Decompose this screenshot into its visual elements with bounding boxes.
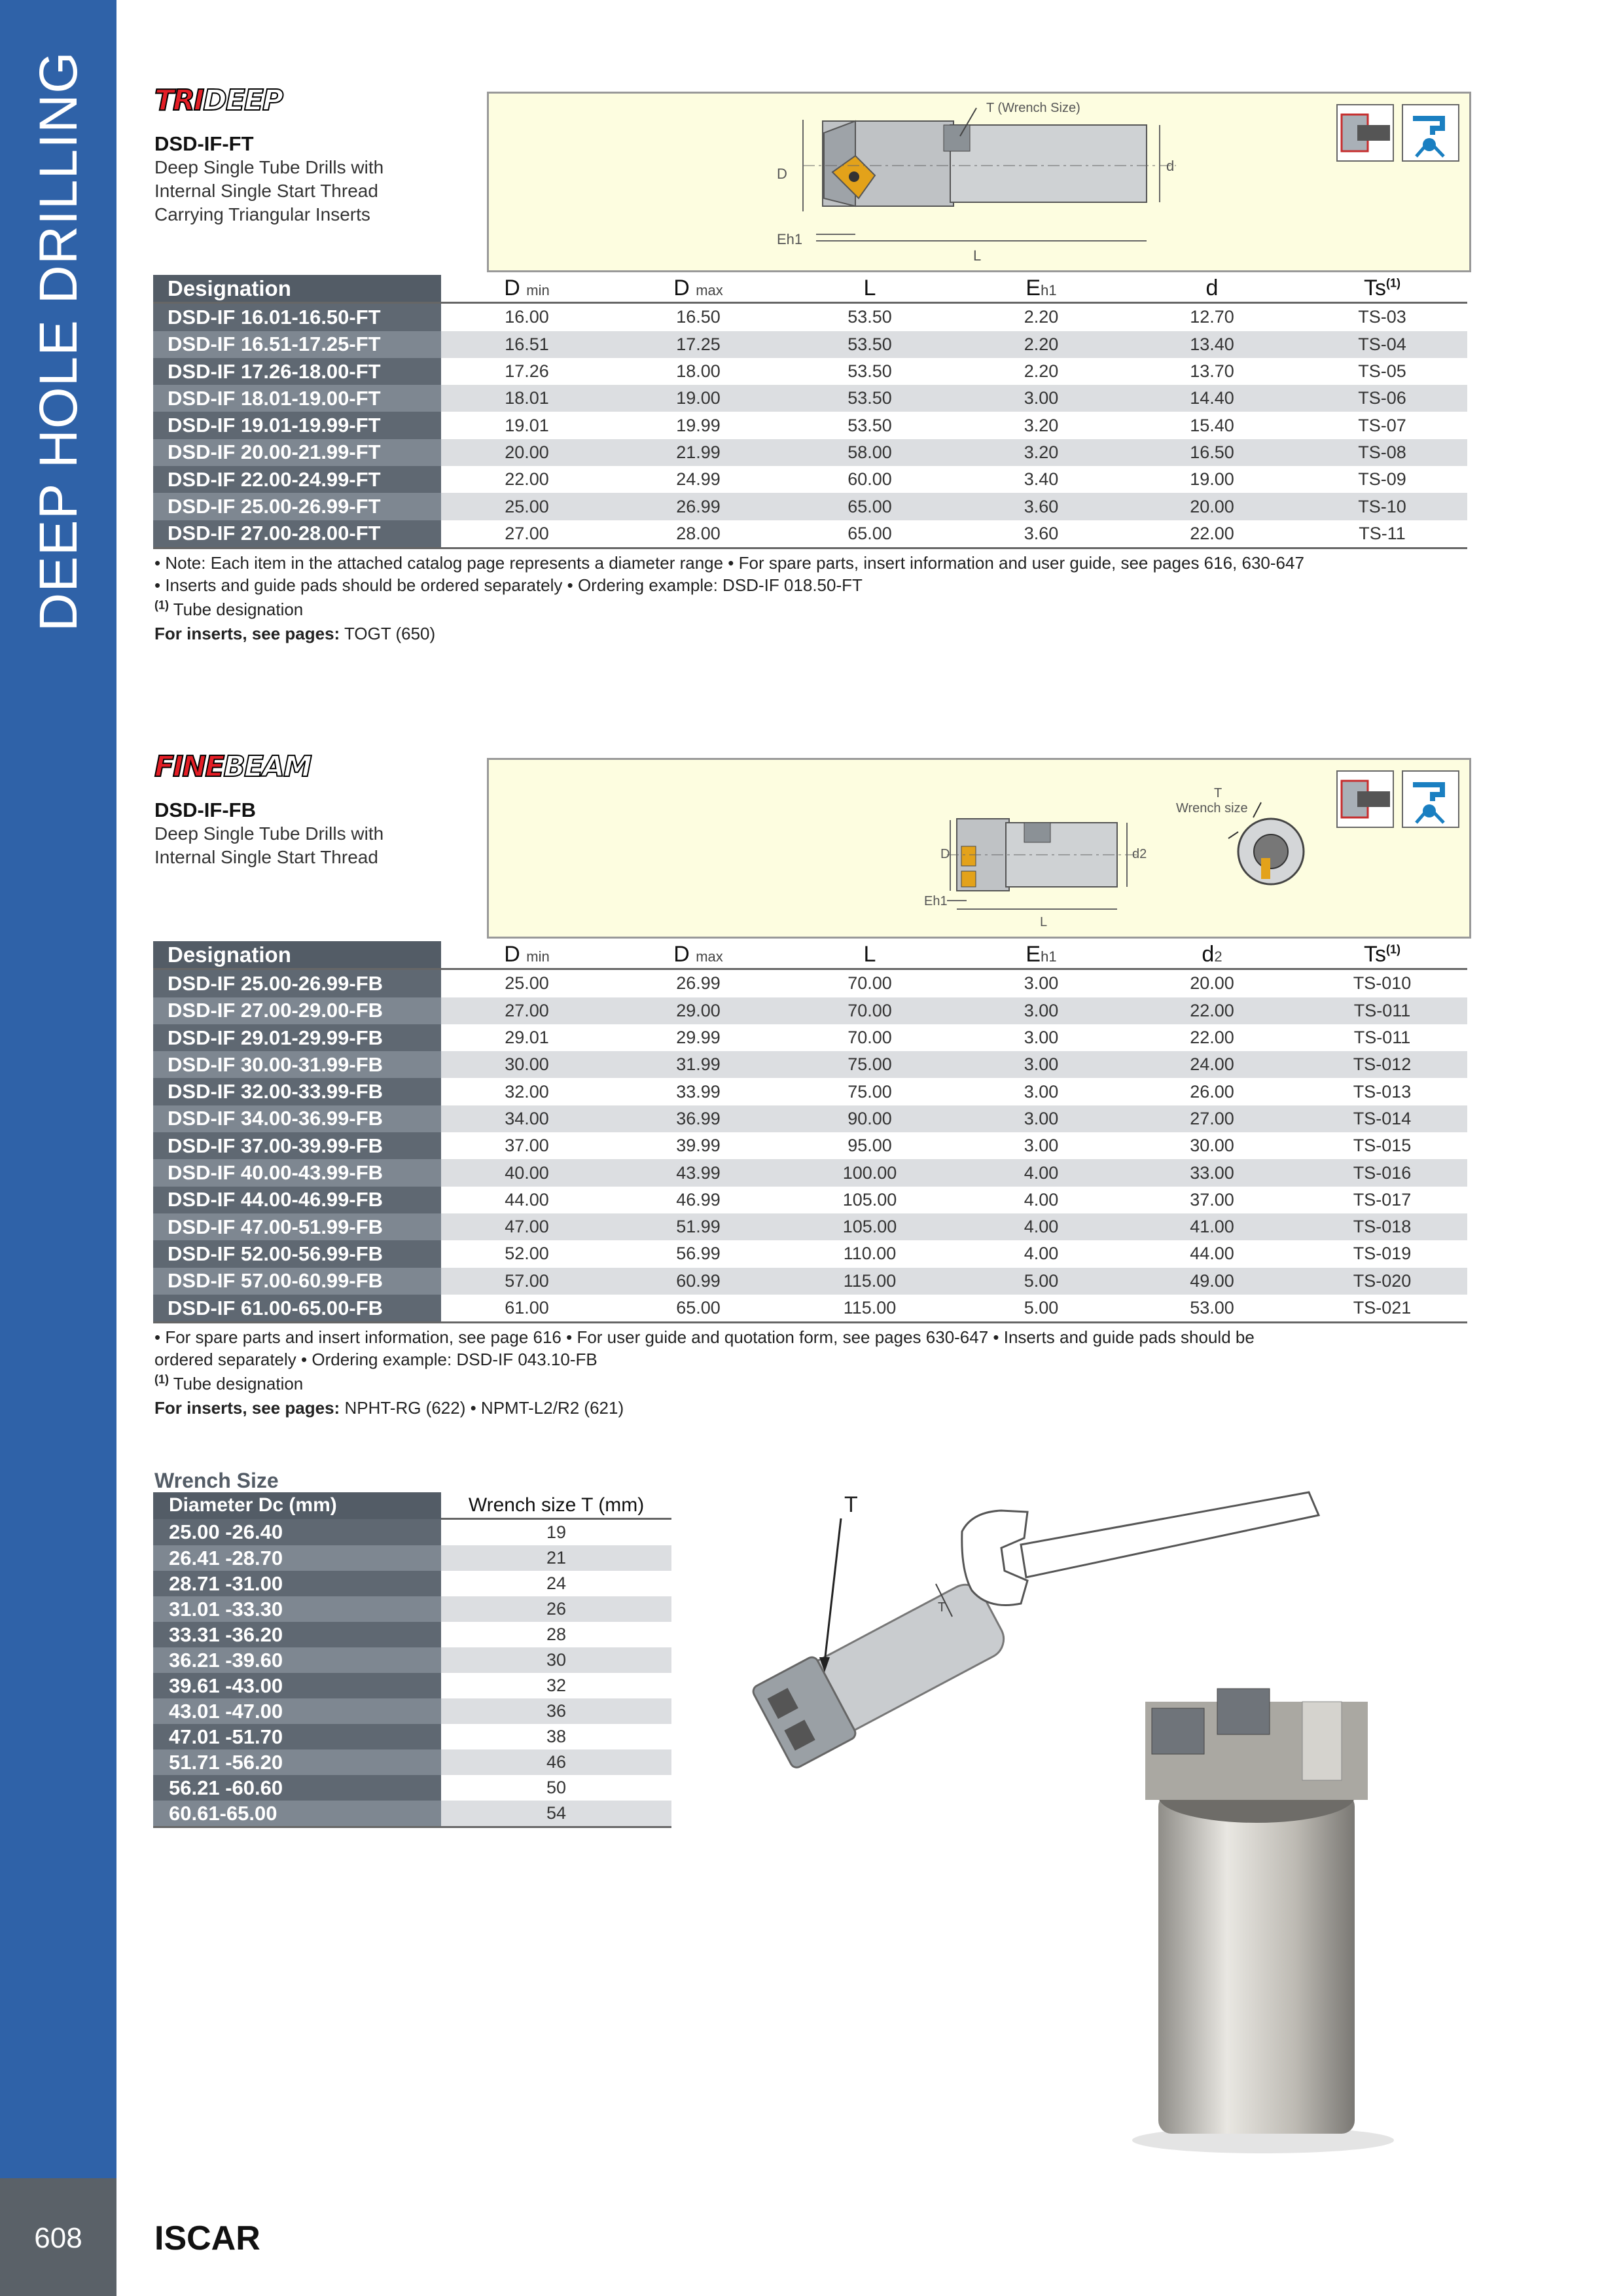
diameter-cell: 31.01 -33.30 <box>153 1596 441 1622</box>
value-cell: 24.99 <box>613 466 784 493</box>
table-row <box>153 358 1467 385</box>
col-designation: Designation <box>153 275 441 303</box>
wrench-size-label: T (Wrench Size) <box>986 101 1080 115</box>
product-description: Deep Single Tube Drills with Internal Single Start Thread Carrying Triangular Inserts <box>154 157 384 224</box>
value-cell: 44.00 <box>1127 1240 1297 1267</box>
brand-logo: ISCAR <box>154 2219 260 2257</box>
table-row <box>153 1159 1467 1186</box>
value-cell: 27.00 <box>1127 1105 1297 1132</box>
value-cell: 52.00 <box>441 1240 613 1267</box>
col-dmin: D min <box>441 941 613 969</box>
value-cell: 26.99 <box>613 493 784 520</box>
value-cell: 19.00 <box>1127 466 1297 493</box>
value-cell: 18.01 <box>441 385 613 412</box>
drill-insert-icon <box>1152 1708 1204 1754</box>
value-cell: 110.00 <box>784 1240 955 1267</box>
value-cell: 49.00 <box>1127 1268 1297 1295</box>
value-cell: 4.00 <box>955 1213 1127 1240</box>
value-cell: 90.00 <box>784 1105 955 1132</box>
note-line-1: • Note: Each item in the attached catalog page represents a diameter range • For spare parts, insert information and user guide, see pages 616, 630-647 <box>154 553 1304 573</box>
coolant-icon <box>1402 104 1459 162</box>
value-cell: 17.26 <box>441 358 613 385</box>
finebeam-logo: FINEBEAM <box>154 750 311 783</box>
note-line-2: • Inserts and guide pads should be ordered separately • Ordering example: DSD-IF 018.50-FT <box>154 575 863 595</box>
value-cell: 22.00 <box>1127 997 1297 1024</box>
value-cell: 36.99 <box>613 1105 784 1132</box>
value-cell: TS-04 <box>1297 331 1467 358</box>
value-cell: 3.00 <box>955 1132 1127 1159</box>
value-cell: 53.00 <box>1127 1295 1297 1323</box>
guide-pad <box>1302 1702 1342 1780</box>
wrench-size-cell: 54 <box>441 1801 671 1827</box>
product-code: DSD-IF-FT <box>154 132 254 155</box>
wrench-size-cell: 32 <box>441 1673 671 1698</box>
spec-table-fb <box>153 941 1467 1323</box>
value-cell: TS-021 <box>1297 1295 1467 1323</box>
diameter-cell: 39.61 -43.00 <box>153 1673 441 1698</box>
diameter-cell: 26.41 -28.70 <box>153 1545 441 1571</box>
wrench-size-cell: 21 <box>441 1545 671 1571</box>
diameter-cell: 60.61-65.00 <box>153 1801 441 1827</box>
table-row <box>153 1187 1467 1213</box>
value-cell: 20.00 <box>1127 493 1297 520</box>
table-row <box>153 1749 671 1775</box>
col-L: L <box>784 275 955 303</box>
wrench-leader <box>1228 832 1238 838</box>
wrench-size-cell: 19 <box>441 1519 671 1546</box>
note-line-1: • For spare parts and insert information, see page 616 • For user guide and quotation form, see pages 630-647 • Inserts and guide pads should be <box>154 1327 1255 1347</box>
table-row <box>153 1596 671 1622</box>
table-row <box>153 493 1467 520</box>
designation-cell: DSD-IF 30.00-31.99-FB <box>153 1051 441 1078</box>
dim-d-label: d <box>1166 158 1175 174</box>
wrench-flat <box>944 125 970 151</box>
value-cell: 16.51 <box>441 331 613 358</box>
table-row <box>153 1213 1467 1240</box>
value-cell: 5.00 <box>955 1295 1127 1323</box>
table-row <box>153 466 1467 493</box>
col-Eh1: Eh1 <box>955 275 1127 303</box>
end-view-insert <box>1261 858 1270 879</box>
value-cell: 20.00 <box>441 439 613 466</box>
table-row <box>153 1724 671 1749</box>
designation-cell: DSD-IF 18.01-19.00-FT <box>153 385 441 412</box>
value-cell: TS-10 <box>1297 493 1467 520</box>
value-cell: 70.00 <box>784 1024 955 1051</box>
designation-cell: DSD-IF 25.00-26.99-FT <box>153 493 441 520</box>
value-cell: 19.99 <box>613 412 784 439</box>
value-cell: 13.70 <box>1127 358 1297 385</box>
value-cell: 40.00 <box>441 1159 613 1186</box>
value-cell: 15.40 <box>1127 412 1297 439</box>
table-row <box>153 1132 1467 1159</box>
value-cell: 44.00 <box>441 1187 613 1213</box>
wrench-T-label: T <box>1214 786 1222 800</box>
wrench-size-table <box>153 1492 671 1828</box>
table-row <box>153 969 1467 997</box>
T2-label: T <box>938 1600 946 1615</box>
value-cell: TS-013 <box>1297 1078 1467 1105</box>
footnote: $^{(1)}$ Tube designation <box>154 598 304 619</box>
value-cell: 46.99 <box>613 1187 784 1213</box>
value-cell: 2.20 <box>955 303 1127 331</box>
value-cell: 33.00 <box>1127 1159 1297 1186</box>
value-cell: 70.00 <box>784 997 955 1024</box>
table-row <box>153 1295 1467 1323</box>
value-cell: 41.00 <box>1127 1213 1297 1240</box>
value-cell: 53.50 <box>784 412 955 439</box>
value-cell: 18.00 <box>613 358 784 385</box>
table-row <box>153 1051 1467 1078</box>
value-cell: 53.50 <box>784 331 955 358</box>
designation-cell: DSD-IF 52.00-56.99-FB <box>153 1240 441 1267</box>
value-cell: 37.00 <box>441 1132 613 1159</box>
wrench-size-cell: 50 <box>441 1775 671 1801</box>
col-dmin: D min <box>441 275 613 303</box>
value-cell: 12.70 <box>1127 303 1297 331</box>
table-row <box>153 439 1467 466</box>
table-row <box>153 1801 671 1827</box>
col-diameter: Diameter Dc (mm) <box>153 1492 441 1519</box>
designation-cell: DSD-IF 27.00-28.00-FT <box>153 520 441 548</box>
value-cell: 5.00 <box>955 1268 1127 1295</box>
value-cell: 3.20 <box>955 439 1127 466</box>
value-cell: TS-07 <box>1297 412 1467 439</box>
value-cell: 33.99 <box>613 1078 784 1105</box>
value-cell: 14.40 <box>1127 385 1297 412</box>
col-wrench-size: Wrench size T (mm) <box>441 1492 671 1519</box>
value-cell: 16.00 <box>441 303 613 331</box>
wrench-handle <box>1021 1492 1319 1577</box>
drill-photo-illustration <box>1106 1662 1472 2160</box>
tridep-logo: TRIDEEP <box>154 84 283 117</box>
wrench-leader <box>1253 802 1261 817</box>
value-cell: 32.00 <box>441 1078 613 1105</box>
value-cell: 3.00 <box>955 385 1127 412</box>
value-cell: 39.99 <box>613 1132 784 1159</box>
end-view-bore <box>1254 834 1288 869</box>
value-cell: 22.00 <box>441 466 613 493</box>
wrench-size-cell: 28 <box>441 1622 671 1647</box>
value-cell: 65.00 <box>613 1295 784 1323</box>
note-line-2: ordered separately • Ordering example: DSD-IF 043.10-FB <box>154 1350 597 1369</box>
product-description: Deep Single Tube Drills with Internal Single Start Thread <box>154 823 384 867</box>
value-cell: 4.00 <box>955 1240 1127 1267</box>
dim-D-label: D <box>777 166 787 182</box>
dim-Eh1-label: Eh1 <box>924 894 948 908</box>
diameter-cell: 51.71 -56.20 <box>153 1749 441 1775</box>
value-cell: 25.00 <box>441 969 613 997</box>
footnote: $^{(1)}$ Tube designation <box>154 1372 304 1393</box>
value-cell: 56.99 <box>613 1240 784 1267</box>
value-cell: 65.00 <box>784 493 955 520</box>
product-code: DSD-IF-FB <box>154 798 256 821</box>
designation-cell: DSD-IF 37.00-39.99-FB <box>153 1132 441 1159</box>
section-title: DEEP HOLE DRILLING <box>29 51 88 632</box>
value-cell: 53.50 <box>784 303 955 331</box>
table-row <box>153 1105 1467 1132</box>
value-cell: TS-018 <box>1297 1213 1467 1240</box>
value-cell: 100.00 <box>784 1159 955 1186</box>
designation-cell: DSD-IF 17.26-18.00-FT <box>153 358 441 385</box>
table-row <box>153 412 1467 439</box>
table-header-row <box>153 1492 671 1519</box>
table-row <box>153 331 1467 358</box>
table-row <box>153 997 1467 1024</box>
value-cell: TS-08 <box>1297 439 1467 466</box>
table-row <box>153 1545 671 1571</box>
designation-cell: DSD-IF 20.00-21.99-FT <box>153 439 441 466</box>
designation-cell: DSD-IF 29.01-29.99-FB <box>153 1024 441 1051</box>
col-dmax: D max <box>613 275 784 303</box>
value-cell: TS-03 <box>1297 303 1467 331</box>
col-d2: d2 <box>1127 941 1297 969</box>
internal-thread-icon <box>1336 104 1394 162</box>
value-cell: 19.01 <box>441 412 613 439</box>
wrench-jaw <box>962 1511 1027 1605</box>
value-cell: TS-012 <box>1297 1051 1467 1078</box>
designation-cell: DSD-IF 34.00-36.99-FB <box>153 1105 441 1132</box>
value-cell: 3.00 <box>955 1078 1127 1105</box>
inserts-reference: For inserts, see pages: TOGT (650) <box>154 624 436 643</box>
wrench-size-cell: 26 <box>441 1596 671 1622</box>
value-cell: 29.99 <box>613 1024 784 1051</box>
value-cell: 3.00 <box>955 997 1127 1024</box>
table-row <box>153 1673 671 1698</box>
table-row <box>153 1571 671 1596</box>
value-cell: 53.50 <box>784 385 955 412</box>
value-cell: 24.00 <box>1127 1051 1297 1078</box>
designation-cell: DSD-IF 16.01-16.50-FT <box>153 303 441 331</box>
drill-shank <box>950 125 1147 202</box>
spec-table-ft <box>153 275 1467 549</box>
diameter-cell: 25.00 -26.40 <box>153 1519 441 1546</box>
value-cell: TS-06 <box>1297 385 1467 412</box>
col-designation: Designation <box>153 941 441 969</box>
table-row <box>153 1024 1467 1051</box>
value-cell: 2.20 <box>955 358 1127 385</box>
value-cell: 51.99 <box>613 1213 784 1240</box>
designation-cell: DSD-IF 44.00-46.99-FB <box>153 1187 441 1213</box>
value-cell: 105.00 <box>784 1213 955 1240</box>
dim-Eh1-label: Eh1 <box>777 231 803 247</box>
value-cell: 3.20 <box>955 412 1127 439</box>
drill-tube <box>1158 1793 1355 2134</box>
table-row <box>153 1775 671 1801</box>
value-cell: TS-014 <box>1297 1105 1467 1132</box>
value-cell: 4.00 <box>955 1187 1127 1213</box>
value-cell: 3.40 <box>955 466 1127 493</box>
diameter-cell: 56.21 -60.60 <box>153 1775 441 1801</box>
value-cell: 115.00 <box>784 1295 955 1323</box>
value-cell: 25.00 <box>441 493 613 520</box>
insert-screw <box>849 171 859 182</box>
col-Ts: Ts$^{(1)}$ <box>1297 941 1467 969</box>
table-row <box>153 1647 671 1673</box>
col-Ts: Ts$^{(1)}$ <box>1297 275 1467 303</box>
dim-d2-label: d2 <box>1132 847 1147 861</box>
col-Eh1: Eh1 <box>955 941 1127 969</box>
value-cell: 95.00 <box>784 1132 955 1159</box>
value-cell: 37.00 <box>1127 1187 1297 1213</box>
value-cell: 34.00 <box>441 1105 613 1132</box>
table-row <box>153 1268 1467 1295</box>
diameter-cell: 43.01 -47.00 <box>153 1698 441 1724</box>
table-row <box>153 520 1467 548</box>
value-cell: 20.00 <box>1127 969 1297 997</box>
coolant-icon <box>1402 770 1459 828</box>
table-header-row <box>153 275 1467 303</box>
value-cell: TS-09 <box>1297 466 1467 493</box>
table-row <box>153 1078 1467 1105</box>
diameter-cell: 36.21 -39.60 <box>153 1647 441 1673</box>
value-cell: TS-010 <box>1297 969 1467 997</box>
value-cell: 65.00 <box>784 520 955 548</box>
value-cell: 16.50 <box>1127 439 1297 466</box>
value-cell: 17.25 <box>613 331 784 358</box>
figure-box-fb <box>487 758 1471 939</box>
designation-cell: DSD-IF 32.00-33.99-FB <box>153 1078 441 1105</box>
dim-L-label: L <box>973 247 982 264</box>
value-cell: 3.00 <box>955 1024 1127 1051</box>
inserts-reference: For inserts, see pages: NPHT-RG (622) • NPMT-L2/R2 (621) <box>154 1398 624 1418</box>
table-row <box>153 303 1467 331</box>
diameter-cell: 33.31 -36.20 <box>153 1622 441 1647</box>
designation-cell: DSD-IF 61.00-65.00-FB <box>153 1295 441 1323</box>
value-cell: 21.99 <box>613 439 784 466</box>
designation-cell: DSD-IF 19.01-19.99-FT <box>153 412 441 439</box>
value-cell: 58.00 <box>784 439 955 466</box>
value-cell: 27.00 <box>441 520 613 548</box>
value-cell: 19.00 <box>613 385 784 412</box>
value-cell: 26.99 <box>613 969 784 997</box>
designation-cell: DSD-IF 40.00-43.99-FB <box>153 1159 441 1186</box>
figure-box-ft <box>487 92 1471 272</box>
wrench-size-cell: 46 <box>441 1749 671 1775</box>
table-row <box>153 1519 671 1546</box>
value-cell: 27.00 <box>441 997 613 1024</box>
diameter-cell: 28.71 -31.00 <box>153 1571 441 1596</box>
value-cell: 22.00 <box>1127 520 1297 548</box>
value-cell: 115.00 <box>784 1268 955 1295</box>
value-cell: 4.00 <box>955 1159 1127 1186</box>
designation-cell: DSD-IF 22.00-24.99-FT <box>153 466 441 493</box>
value-cell: TS-011 <box>1297 1024 1467 1051</box>
wrench-size-cell: 36 <box>441 1698 671 1724</box>
dim-L-label: L <box>1040 915 1048 929</box>
table-row <box>153 1698 671 1724</box>
value-cell: TS-019 <box>1297 1240 1467 1267</box>
value-cell: 60.99 <box>613 1268 784 1295</box>
value-cell: 3.00 <box>955 1051 1127 1078</box>
value-cell: TS-017 <box>1297 1187 1467 1213</box>
value-cell: TS-05 <box>1297 358 1467 385</box>
drill-insert-icon <box>1217 1689 1270 1734</box>
value-cell: 16.50 <box>613 303 784 331</box>
designation-cell: DSD-IF 25.00-26.99-FB <box>153 969 441 997</box>
value-cell: 60.00 <box>784 466 955 493</box>
value-cell: 29.01 <box>441 1024 613 1051</box>
value-cell: 57.00 <box>441 1268 613 1295</box>
value-cell: 43.99 <box>613 1159 784 1186</box>
value-cell: 53.50 <box>784 358 955 385</box>
internal-thread-icon <box>1336 770 1394 828</box>
value-cell: TS-016 <box>1297 1159 1467 1186</box>
table-header-row <box>153 941 1467 969</box>
table-row <box>153 1622 671 1647</box>
value-cell: 3.60 <box>955 520 1127 548</box>
value-cell: 28.00 <box>613 520 784 548</box>
value-cell: 13.40 <box>1127 331 1297 358</box>
value-cell: TS-020 <box>1297 1268 1467 1295</box>
value-cell: 105.00 <box>784 1187 955 1213</box>
value-cell: 75.00 <box>784 1051 955 1078</box>
dim-D-label: D <box>940 847 950 861</box>
value-cell: 30.00 <box>441 1051 613 1078</box>
insert-icon <box>961 871 976 887</box>
diameter-cell: 47.01 -51.70 <box>153 1724 441 1749</box>
table-row <box>153 1240 1467 1267</box>
col-dmax: D max <box>613 941 784 969</box>
value-cell: 31.99 <box>613 1051 784 1078</box>
page-number: 608 <box>34 2222 82 2254</box>
value-cell: 70.00 <box>784 969 955 997</box>
wrench-size-cell: 24 <box>441 1571 671 1596</box>
value-cell: 2.20 <box>955 331 1127 358</box>
designation-cell: DSD-IF 57.00-60.99-FB <box>153 1268 441 1295</box>
col-L: L <box>784 941 955 969</box>
value-cell: 3.60 <box>955 493 1127 520</box>
wrench-flat <box>1024 823 1050 842</box>
wrench-size-cell: 30 <box>441 1647 671 1673</box>
T-label: T <box>844 1492 858 1517</box>
value-cell: 29.00 <box>613 997 784 1024</box>
value-cell: 26.00 <box>1127 1078 1297 1105</box>
drill-drawing-ft <box>489 94 1469 270</box>
value-cell: 3.00 <box>955 969 1127 997</box>
designation-cell: DSD-IF 47.00-51.99-FB <box>153 1213 441 1240</box>
col-d: d <box>1127 275 1297 303</box>
wrench-size-label: Wrench size <box>1176 801 1248 816</box>
value-cell: TS-11 <box>1297 520 1467 548</box>
value-cell: 30.00 <box>1127 1132 1297 1159</box>
designation-cell: DSD-IF 16.51-17.25-FT <box>153 331 441 358</box>
value-cell: 61.00 <box>441 1295 613 1323</box>
wrench-table-title: Wrench Size <box>154 1469 279 1492</box>
value-cell: 22.00 <box>1127 1024 1297 1051</box>
table-row <box>153 385 1467 412</box>
designation-cell: DSD-IF 27.00-29.00-FB <box>153 997 441 1024</box>
value-cell: TS-011 <box>1297 997 1467 1024</box>
T-leader <box>825 1518 841 1662</box>
value-cell: 3.00 <box>955 1105 1127 1132</box>
value-cell: 75.00 <box>784 1078 955 1105</box>
value-cell: TS-015 <box>1297 1132 1467 1159</box>
insert-icon <box>961 846 976 866</box>
drill-drawing-fb <box>489 760 1469 937</box>
wrench-size-cell: 38 <box>441 1724 671 1749</box>
value-cell: 47.00 <box>441 1213 613 1240</box>
